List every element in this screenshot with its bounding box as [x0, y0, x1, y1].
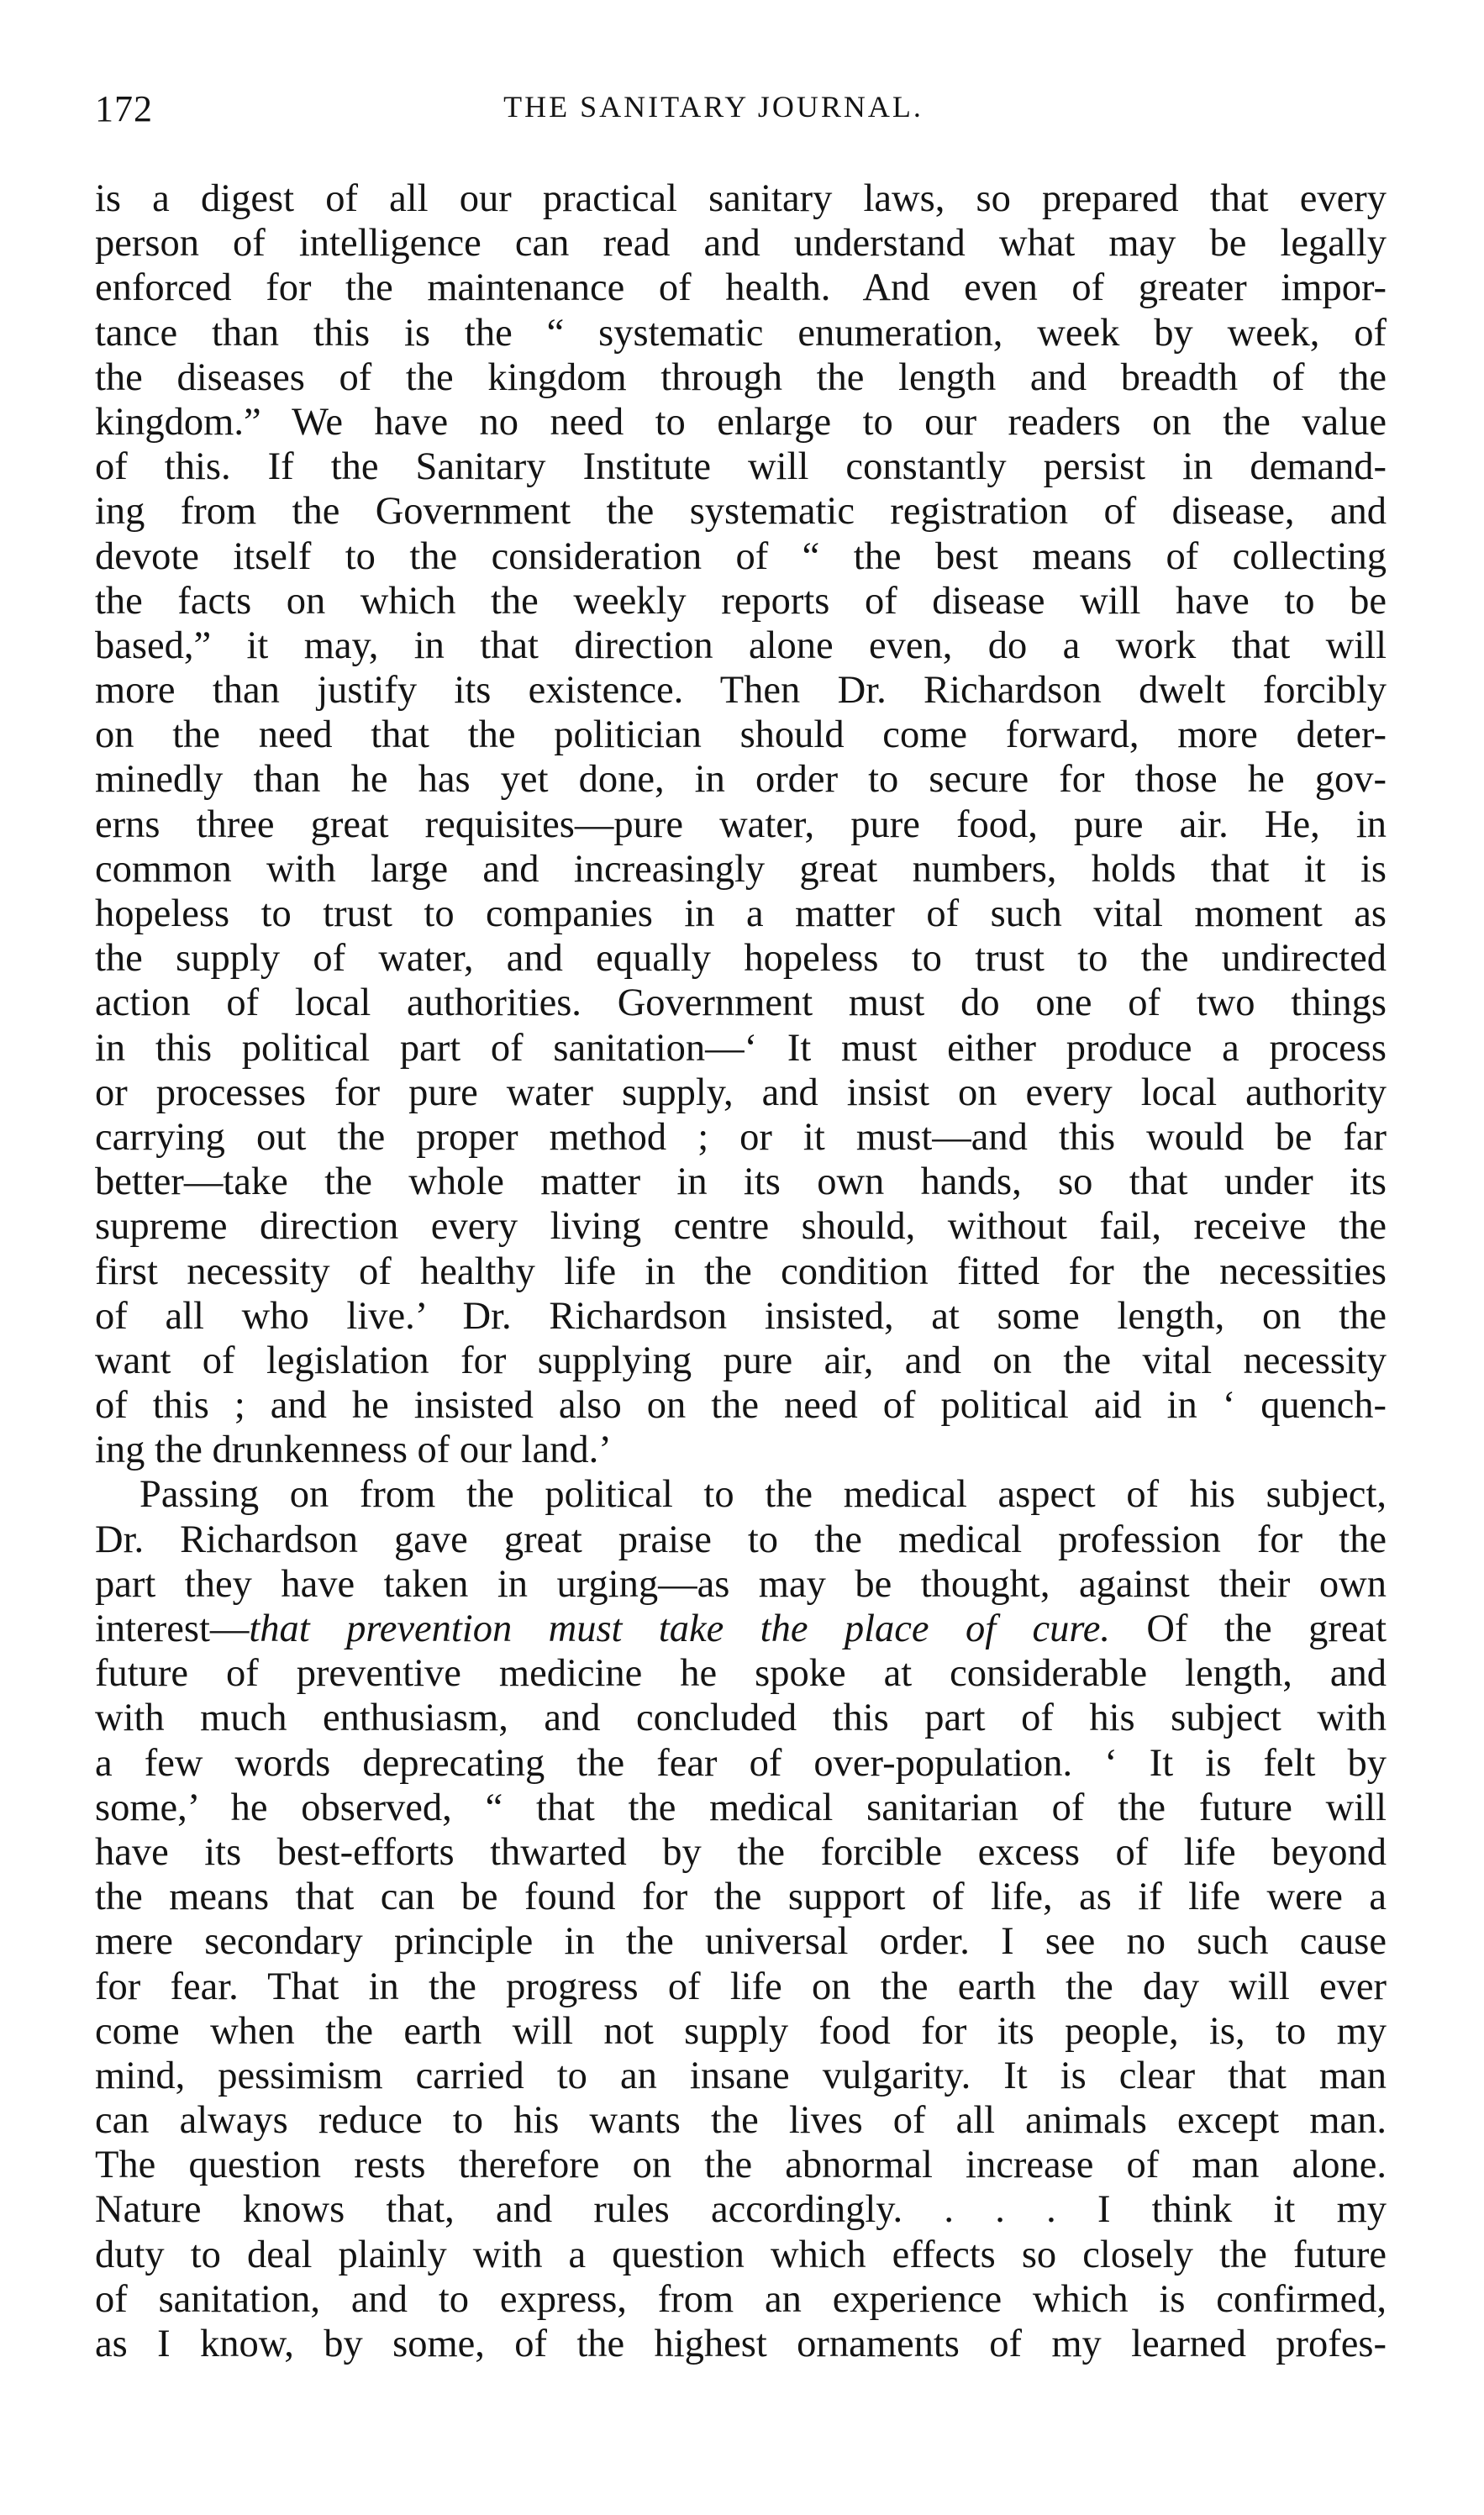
body-text: [95, 176, 1387, 2366]
text-line: of sanitation, and to express, from an experience which is confirmed,: [95, 2277, 1387, 2321]
text-line: with much enthusiasm, and concluded this part of his subject with: [95, 1697, 1387, 1740]
text-line: of all who live.’ Dr. Richardson insisted, at some length, on the: [95, 1294, 1387, 1338]
text-line: on the need that the politician should come forward, more deter-: [95, 713, 1387, 757]
text-line: have its best-efforts thwarted by the forcible excess of life beyond: [95, 1830, 1387, 1874]
text-line: the diseases of the kingdom through the length and breadth of the: [95, 355, 1387, 399]
text-line: some,’ he observed, “ that the medical sanitarian of the future will: [95, 1786, 1387, 1829]
line-fragment: interest—: [95, 1607, 250, 1650]
text-line: the facts on which the weekly reports of disease will have to be: [95, 579, 1387, 623]
text-line: enforced for the maintenance of health. And even of greater impor-: [95, 266, 1387, 310]
text-line: supreme direction every living centre should, without fail, receive the: [95, 1205, 1387, 1249]
text-line: minedly than he has yet done, in order to secure for those he gov-: [95, 758, 1387, 802]
running-head: [95, 87, 1391, 138]
text-line: action of local authorities. Government must do one of two things: [95, 981, 1387, 1025]
text-line: The question rests therefore on the abnormal increase of man alone.: [95, 2144, 1387, 2187]
text-line: ing from the Government the systematic registration of disease, and: [95, 490, 1387, 534]
text-line: part they have taken in urging—as may be thought, against their own: [95, 1562, 1387, 1606]
text-line: for fear. That in the progress of life on the earth the day will ever: [95, 1965, 1387, 2008]
text-line: in this political part of sanitation—‘ It must either produce a process: [95, 1026, 1387, 1070]
text-line: more than justify its existence. Then Dr. Richardson dwelt forcibly: [95, 669, 1387, 713]
text-line: kingdom.” We have no need to enlarge to our readers on the value: [95, 400, 1387, 444]
text-line: Nature knows that, and rules accordingly. . . . I think it my: [95, 2188, 1387, 2232]
text-line: a few words deprecating the fear of over-population. ‘ It is felt by: [95, 1741, 1387, 1785]
journal-title: THE SANITARY JOURNAL.: [503, 90, 924, 124]
text-line: person of intelligence can read and understand what may be legally: [95, 222, 1387, 266]
text-line: of this ; and he insisted also on the need of political aid in ‘ quench-: [95, 1384, 1387, 1428]
paragraph-start-line: Passing on from the political to the medical aspect of his subject,: [139, 1473, 1387, 1517]
page-number: 172: [95, 88, 153, 129]
text-line: can always reduce to his wants the lives of all animals except man.: [95, 2099, 1387, 2143]
text-line: carrying out the proper method ; or it must—and this would be far: [95, 1115, 1387, 1159]
text-line: the supply of water, and equally hopeless to trust to the undirected: [95, 937, 1387, 981]
text-line: come when the earth will not supply food for its people, is, to my: [95, 2009, 1387, 2053]
text-line: future of preventive medicine he spoke at considerable length, and: [95, 1652, 1387, 1696]
text-line: Dr. Richardson gave great praise to the medical profession for the: [95, 1518, 1387, 1561]
line-fragment: Of the great: [1146, 1607, 1387, 1650]
text-line: better—take the whole matter in its own hands, so that under its: [95, 1160, 1387, 1204]
text-line: of this. If the Sanitary Institute will constantly persist in demand-: [95, 445, 1387, 489]
text-line: common with large and increasingly great numbers, holds that it is: [95, 847, 1387, 891]
text-line: the means that can be found for the support of life, as if life were a: [95, 1876, 1387, 1919]
text-line: first necessity of healthy life in the condition fitted for the necessities: [95, 1250, 1387, 1293]
text-line-with-italic: [95, 1607, 1387, 1651]
text-line: is a digest of all our practical sanitary laws, so prepared that every: [95, 177, 1387, 220]
text-line: mind, pessimism carried to an insane vulgarity. It is clear that man: [95, 2054, 1387, 2097]
text-line: as I know, by some, of the highest ornaments of my learned profes-: [95, 2323, 1387, 2365]
text-line: devote itself to the consideration of “ the best means of collecting: [95, 534, 1387, 578]
text-line: hopeless to trust to companies in a matter of such vital moment as: [95, 892, 1387, 935]
text-line: want of legislation for supplying pure air, and on the vital necessity: [95, 1339, 1387, 1382]
italic-emphasis: that prevention must take the place of cure.: [249, 1607, 1111, 1650]
text-line: based,” it may, in that direction alone even, do a work that will: [95, 623, 1387, 667]
text-line: erns three great requisites—pure water, pure food, pure air. He, in: [95, 802, 1387, 846]
text-line: duty to deal plainly with a question which effects so closely the future: [95, 2233, 1387, 2276]
text-line: or processes for pure water supply, and insist on every local authority: [95, 1071, 1387, 1114]
paragraph-end-line: ing the drunkenness of our land.’: [95, 1428, 612, 1472]
text-line: tance than this is the “ systematic enumeration, week by week, of: [95, 311, 1387, 355]
text-line: mere secondary principle in the universal order. I see no such cause: [95, 1920, 1387, 1964]
